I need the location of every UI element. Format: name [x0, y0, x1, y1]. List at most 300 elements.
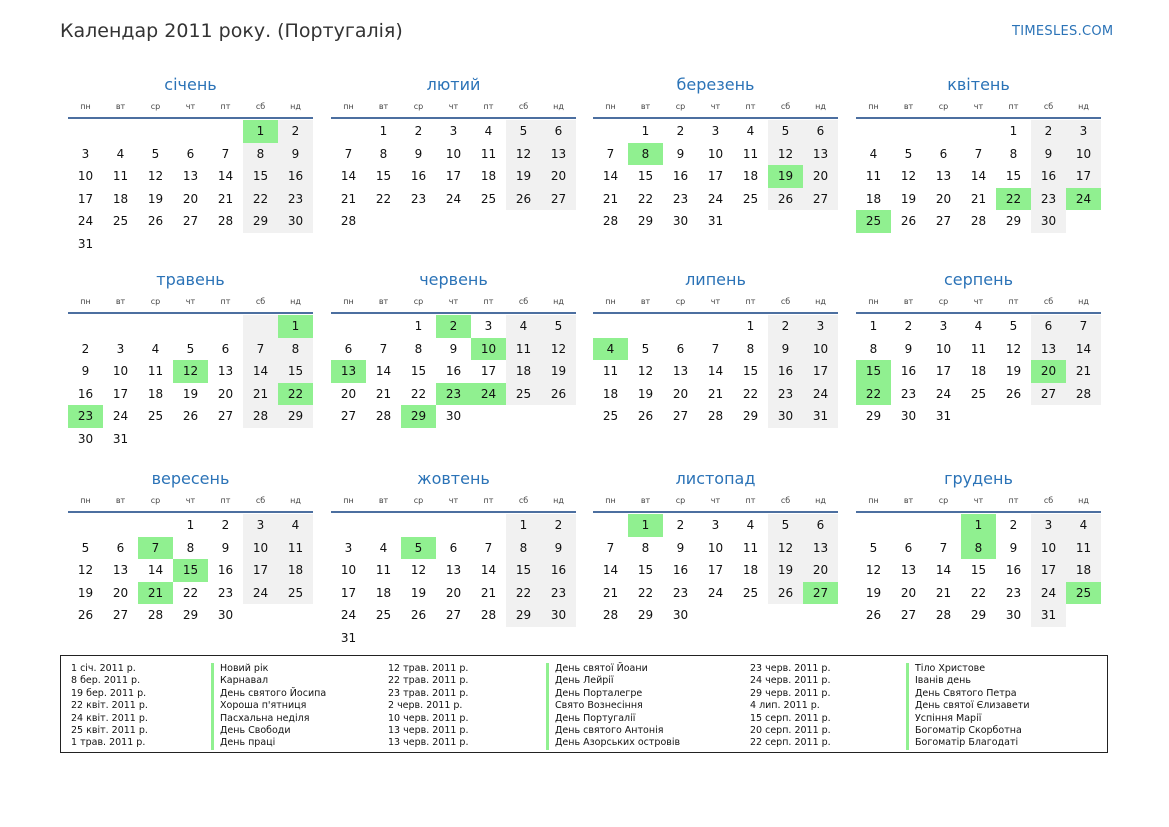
day-cell: 24 [935, 386, 952, 401]
weekday-label: пн [868, 102, 879, 111]
day-cell: 24 [340, 608, 357, 622]
day-cell: 31 [935, 409, 952, 423]
empty-cell [366, 514, 401, 537]
weekday-label: нд [290, 297, 301, 306]
day-cell: 10 [803, 338, 838, 361]
day-cell: 14 [970, 169, 987, 183]
day-cell: 5 [1009, 319, 1018, 333]
weekday-label: ср [413, 496, 424, 505]
legend-date: 8 бер. 2011 р. [71, 675, 141, 687]
legend-date: 24 квіт. 2011 р. [71, 712, 148, 724]
holiday-day-cell: 12 [173, 360, 208, 383]
day-cell: 17 [243, 559, 278, 582]
holiday-day-cell: 8 [628, 143, 663, 166]
day-cell: 13 [672, 364, 689, 378]
holiday-day-cell: 29 [401, 405, 436, 428]
day-cell: 30 [217, 608, 234, 622]
day-cell: 23 [410, 191, 427, 206]
day-cell: 5 [869, 540, 878, 555]
day-cell: 9 [449, 341, 458, 356]
day-cell: 12 [77, 563, 94, 577]
day-cell: 30 [445, 409, 462, 423]
day-cell: 6 [904, 540, 913, 555]
month-calendar [593, 466, 838, 627]
day-grid [856, 315, 1101, 428]
day-cell: 22 [410, 386, 427, 401]
weekday-label: чт [710, 297, 721, 306]
weekday-label: чт [973, 102, 984, 111]
day-grid [593, 514, 838, 627]
weekday-label: сб [255, 496, 266, 505]
day-cell: 24 [707, 191, 724, 206]
day-cell: 19 [147, 191, 164, 206]
day-cell: 23 [900, 386, 917, 401]
day-cell: 7 [1066, 315, 1101, 338]
day-cell: 6 [221, 341, 230, 356]
day-cell: 24 [1031, 582, 1066, 605]
day-cell: 25 [480, 191, 497, 206]
empty-cell [103, 315, 138, 338]
weekday-label: пн [868, 496, 879, 505]
divider [593, 117, 838, 119]
day-cell: 18 [970, 364, 987, 378]
day-cell: 22 [243, 188, 278, 211]
day-cell: 30 [541, 604, 576, 627]
legend-holiday-name: День Святого Петра [906, 688, 1030, 700]
legend-holiday-name: Новий рік [211, 663, 326, 675]
day-cell: 1 [186, 518, 195, 532]
day-cell: 6 [803, 514, 838, 537]
day-cell: 7 [606, 146, 615, 161]
day-cell: 11 [480, 146, 497, 161]
empty-cell [471, 514, 506, 537]
month-calendar [856, 466, 1101, 627]
weekday-label: нд [1078, 102, 1089, 111]
day-cell: 7 [939, 540, 948, 555]
weekday-label: ср [675, 102, 686, 111]
empty-cell [698, 315, 733, 338]
day-cell: 4 [869, 146, 878, 161]
divider [593, 312, 838, 314]
weekday-label: пн [80, 102, 91, 111]
day-cell: 31 [112, 431, 129, 446]
day-cell: 20 [935, 191, 952, 206]
day-cell: 25 [970, 386, 987, 401]
day-cell: 9 [1031, 143, 1066, 166]
day-grid [856, 120, 1101, 233]
day-cell: 2 [278, 120, 313, 143]
day-cell: 7 [974, 146, 983, 161]
month-name: березень [676, 75, 755, 94]
weekday-label: пн [80, 496, 91, 505]
day-cell: 14 [602, 563, 619, 577]
day-cell: 17 [77, 191, 94, 206]
holiday-day-cell: 1 [278, 315, 313, 338]
weekday-label: ср [413, 297, 424, 306]
day-cell: 19 [768, 559, 803, 582]
divider [856, 117, 1101, 119]
day-cell: 19 [77, 585, 94, 600]
day-cell: 7 [221, 146, 230, 161]
day-cell: 16 [900, 364, 917, 378]
divider [331, 117, 576, 119]
weekday-label: чт [448, 496, 459, 505]
weekday-label: нд [1078, 297, 1089, 306]
day-cell: 20 [340, 386, 357, 401]
legend-holiday-name: Свято Вознесіння [546, 700, 680, 712]
weekday-label: пт [483, 496, 494, 505]
day-cell: 14 [602, 169, 619, 183]
day-cell: 2 [541, 514, 576, 537]
weekday-label: пт [745, 102, 756, 111]
weekday-label: пн [605, 102, 616, 111]
day-cell: 28 [375, 409, 392, 423]
day-cell: 10 [445, 146, 462, 161]
holiday-day-cell: 1 [628, 514, 663, 537]
day-cell: 12 [410, 563, 427, 577]
day-cell: 1 [746, 319, 755, 333]
weekday-header [593, 492, 838, 510]
day-cell: 24 [445, 191, 462, 206]
holiday-day-cell: 2 [436, 315, 471, 338]
day-cell: 17 [480, 364, 497, 378]
empty-cell [593, 315, 628, 338]
empty-cell [208, 120, 243, 143]
day-cell: 20 [217, 386, 234, 401]
weekday-label: сб [255, 297, 266, 306]
day-cell: 20 [182, 191, 199, 206]
month-calendar [331, 267, 576, 428]
day-grid [593, 120, 838, 233]
day-cell: 27 [672, 409, 689, 423]
day-cell: 28 [602, 214, 619, 228]
day-cell: 31 [1031, 604, 1066, 627]
empty-cell [856, 514, 891, 537]
weekday-label: сб [518, 496, 529, 505]
day-cell: 2 [414, 124, 423, 138]
day-cell: 11 [865, 169, 882, 183]
day-grid [593, 315, 838, 428]
day-cell: 28 [243, 405, 278, 428]
weekday-label: чт [710, 496, 721, 505]
legend-date-column [388, 663, 468, 750]
day-cell: 16 [77, 386, 94, 401]
day-cell: 14 [340, 169, 357, 183]
day-cell: 8 [641, 540, 650, 555]
weekday-label: нд [815, 297, 826, 306]
day-cell: 3 [1031, 514, 1066, 537]
day-cell: 5 [506, 120, 541, 143]
month-name: жовтень [417, 469, 490, 488]
day-cell: 20 [541, 165, 576, 188]
empty-cell [891, 514, 926, 537]
month-calendar [68, 466, 313, 627]
day-cell: 24 [112, 409, 129, 423]
weekday-label: пт [1008, 297, 1019, 306]
weekday-header [68, 293, 313, 311]
weekday-header [856, 492, 1101, 510]
day-cell: 7 [379, 341, 388, 356]
day-cell: 3 [449, 124, 458, 138]
day-cell: 3 [711, 124, 720, 138]
day-cell: 25 [375, 608, 392, 622]
day-cell: 14 [375, 364, 392, 378]
day-cell: 9 [904, 341, 913, 356]
day-cell: 21 [243, 383, 278, 406]
day-cell: 14 [243, 360, 278, 383]
day-cell: 17 [112, 386, 129, 401]
legend-holiday-name: День Свободи [211, 725, 326, 737]
day-cell: 14 [935, 563, 952, 577]
day-cell: 27 [182, 214, 199, 228]
divider [856, 312, 1101, 314]
day-cell: 5 [541, 315, 576, 338]
day-cell: 11 [970, 341, 987, 356]
weekday-label: чт [185, 297, 196, 306]
empty-cell [138, 514, 173, 537]
weekday-label: пн [343, 496, 354, 505]
day-cell: 4 [278, 514, 313, 537]
day-cell: 22 [375, 191, 392, 206]
day-cell: 10 [243, 537, 278, 560]
divider [593, 511, 838, 513]
weekday-label: ср [675, 496, 686, 505]
weekday-label: чт [448, 102, 459, 111]
day-cell: 20 [900, 585, 917, 600]
day-cell: 4 [151, 341, 160, 356]
month-name: червень [419, 270, 488, 289]
day-cell: 26 [410, 608, 427, 622]
weekday-label: пт [220, 496, 231, 505]
empty-cell [628, 315, 663, 338]
empty-cell [68, 315, 103, 338]
weekday-label: сб [255, 102, 266, 111]
holiday-day-cell: 23 [436, 383, 471, 406]
legend-holiday-name: День Порталегре [546, 688, 680, 700]
weekday-header [331, 98, 576, 116]
day-cell: 2 [676, 518, 685, 532]
day-cell: 21 [480, 585, 497, 600]
day-cell: 3 [116, 341, 125, 356]
day-cell: 31 [803, 405, 838, 428]
empty-cell [331, 315, 366, 338]
day-cell: 10 [340, 563, 357, 577]
empty-cell [173, 120, 208, 143]
empty-cell [331, 120, 366, 143]
weekday-header [856, 293, 1101, 311]
weekday-label: пн [343, 297, 354, 306]
weekday-label: вт [903, 496, 914, 505]
day-cell: 10 [1066, 143, 1101, 166]
holiday-day-cell: 19 [768, 165, 803, 188]
day-cell: 8 [379, 146, 388, 161]
day-cell: 21 [970, 191, 987, 206]
day-cell: 29 [506, 604, 541, 627]
day-cell: 15 [637, 563, 654, 577]
legend-date: 22 квіт. 2011 р. [71, 700, 148, 712]
day-cell: 22 [506, 582, 541, 605]
day-cell: 17 [707, 563, 724, 577]
day-cell: 5 [768, 120, 803, 143]
day-cell: 26 [637, 409, 654, 423]
weekday-label: пт [220, 297, 231, 306]
legend-holiday-name: День святого Антонія [546, 725, 680, 737]
holiday-day-cell: 22 [278, 383, 313, 406]
day-cell: 13 [112, 563, 129, 577]
day-cell: 28 [340, 214, 357, 228]
divider [331, 511, 576, 513]
day-cell: 5 [768, 514, 803, 537]
weekday-label: пт [745, 496, 756, 505]
day-cell: 1 [506, 514, 541, 537]
empty-cell [138, 120, 173, 143]
day-cell: 17 [340, 585, 357, 600]
day-cell: 9 [676, 146, 685, 161]
month-calendar [68, 72, 313, 255]
day-cell: 26 [768, 188, 803, 211]
day-cell: 27 [935, 214, 952, 228]
day-cell: 8 [186, 540, 195, 555]
day-cell: 5 [641, 341, 650, 356]
day-cell: 12 [768, 537, 803, 560]
day-cell: 25 [147, 409, 164, 423]
day-cell: 8 [414, 341, 423, 356]
day-cell: 30 [672, 608, 689, 622]
empty-cell [593, 120, 628, 143]
day-cell: 14 [147, 563, 164, 577]
day-cell: 9 [278, 143, 313, 166]
day-cell: 13 [803, 537, 838, 560]
day-cell: 15 [243, 165, 278, 188]
legend-date: 4 лип. 2011 р. [750, 700, 820, 712]
day-cell: 5 [904, 146, 913, 161]
empty-cell [68, 120, 103, 143]
holiday-day-cell: 7 [138, 537, 173, 560]
day-cell: 10 [707, 540, 724, 555]
day-cell: 6 [116, 540, 125, 555]
day-cell: 27 [217, 409, 234, 423]
day-cell: 8 [1009, 146, 1018, 161]
legend-holiday-name: Пасхальна неділя [211, 713, 326, 725]
holiday-day-cell: 1 [961, 514, 996, 537]
day-cell: 23 [672, 191, 689, 206]
day-cell: 17 [935, 364, 952, 378]
day-cell: 11 [1066, 537, 1101, 560]
holiday-day-cell: 22 [996, 188, 1031, 211]
day-cell: 14 [480, 563, 497, 577]
empty-cell [243, 315, 278, 338]
day-cell: 2 [676, 124, 685, 138]
weekday-label: вт [378, 102, 389, 111]
month-name: лютий [426, 75, 481, 94]
legend-holiday-name: День Азорських островів [546, 737, 680, 749]
day-cell: 6 [939, 146, 948, 161]
legend-holiday-name: День Лейрії [546, 675, 680, 687]
day-cell: 13 [445, 563, 462, 577]
day-cell: 19 [865, 585, 882, 600]
day-cell: 7 [711, 341, 720, 356]
legend-date-column [750, 663, 831, 750]
day-cell: 2 [81, 341, 90, 356]
legend-name-column [546, 663, 680, 750]
day-cell: 8 [869, 341, 878, 356]
day-cell: 16 [445, 364, 462, 378]
day-cell: 16 [410, 169, 427, 183]
legend-date: 29 черв. 2011 р. [750, 687, 831, 699]
day-cell: 5 [81, 540, 90, 555]
day-cell: 23 [1031, 188, 1066, 211]
day-cell: 4 [506, 315, 541, 338]
day-cell: 11 [278, 537, 313, 560]
month-calendar [331, 466, 576, 649]
legend-date: 24 черв. 2011 р. [750, 675, 831, 687]
day-cell: 2 [221, 518, 230, 532]
legend-date: 2 черв. 2011 р. [388, 700, 463, 712]
day-cell: 25 [506, 383, 541, 406]
legend-holiday-name: День Португалії [546, 713, 680, 725]
weekday-label: ср [150, 297, 161, 306]
day-cell: 6 [1031, 315, 1066, 338]
legend-date: 23 трав. 2011 р. [388, 687, 469, 699]
site-logo-text[interactable]: TIMESLES.COM [1012, 24, 1114, 39]
day-cell: 21 [707, 386, 724, 401]
day-cell: 27 [541, 188, 576, 211]
day-cell: 13 [541, 143, 576, 166]
legend-holiday-name: Іванів день [906, 675, 1030, 687]
day-cell: 21 [217, 191, 234, 206]
day-cell: 16 [768, 360, 803, 383]
empty-cell [331, 514, 366, 537]
weekday-label: вт [115, 496, 126, 505]
weekday-label: сб [1043, 102, 1054, 111]
day-cell: 7 [243, 338, 278, 361]
holiday-day-cell: 10 [471, 338, 506, 361]
day-grid [331, 315, 576, 428]
day-cell: 4 [484, 124, 493, 138]
weekday-label: сб [780, 297, 791, 306]
day-cell: 8 [746, 341, 755, 356]
day-cell: 15 [375, 169, 392, 183]
day-cell: 26 [900, 214, 917, 228]
day-cell: 13 [935, 169, 952, 183]
day-cell: 15 [506, 559, 541, 582]
day-cell: 21 [340, 191, 357, 206]
legend-date: 1 трав. 2011 р. [71, 737, 146, 749]
day-cell: 6 [541, 120, 576, 143]
weekday-label: пн [80, 297, 91, 306]
month-name: травень [156, 270, 225, 289]
weekday-label: ср [150, 102, 161, 111]
day-cell: 17 [707, 169, 724, 183]
day-cell: 23 [672, 585, 689, 600]
holiday-day-cell: 24 [1066, 188, 1101, 211]
day-cell: 18 [480, 169, 497, 183]
day-cell: 13 [1031, 338, 1066, 361]
weekday-label: пт [1008, 102, 1019, 111]
day-cell: 18 [602, 386, 619, 401]
weekday-label: пт [220, 102, 231, 111]
day-cell: 26 [1005, 386, 1022, 401]
divider [68, 511, 313, 513]
day-cell: 26 [506, 188, 541, 211]
day-cell: 30 [900, 409, 917, 423]
day-cell: 26 [768, 582, 803, 605]
day-cell: 1 [414, 319, 423, 333]
day-cell: 10 [707, 146, 724, 161]
day-cell: 16 [1005, 563, 1022, 577]
weekday-label: вт [115, 102, 126, 111]
weekday-label: вт [903, 102, 914, 111]
